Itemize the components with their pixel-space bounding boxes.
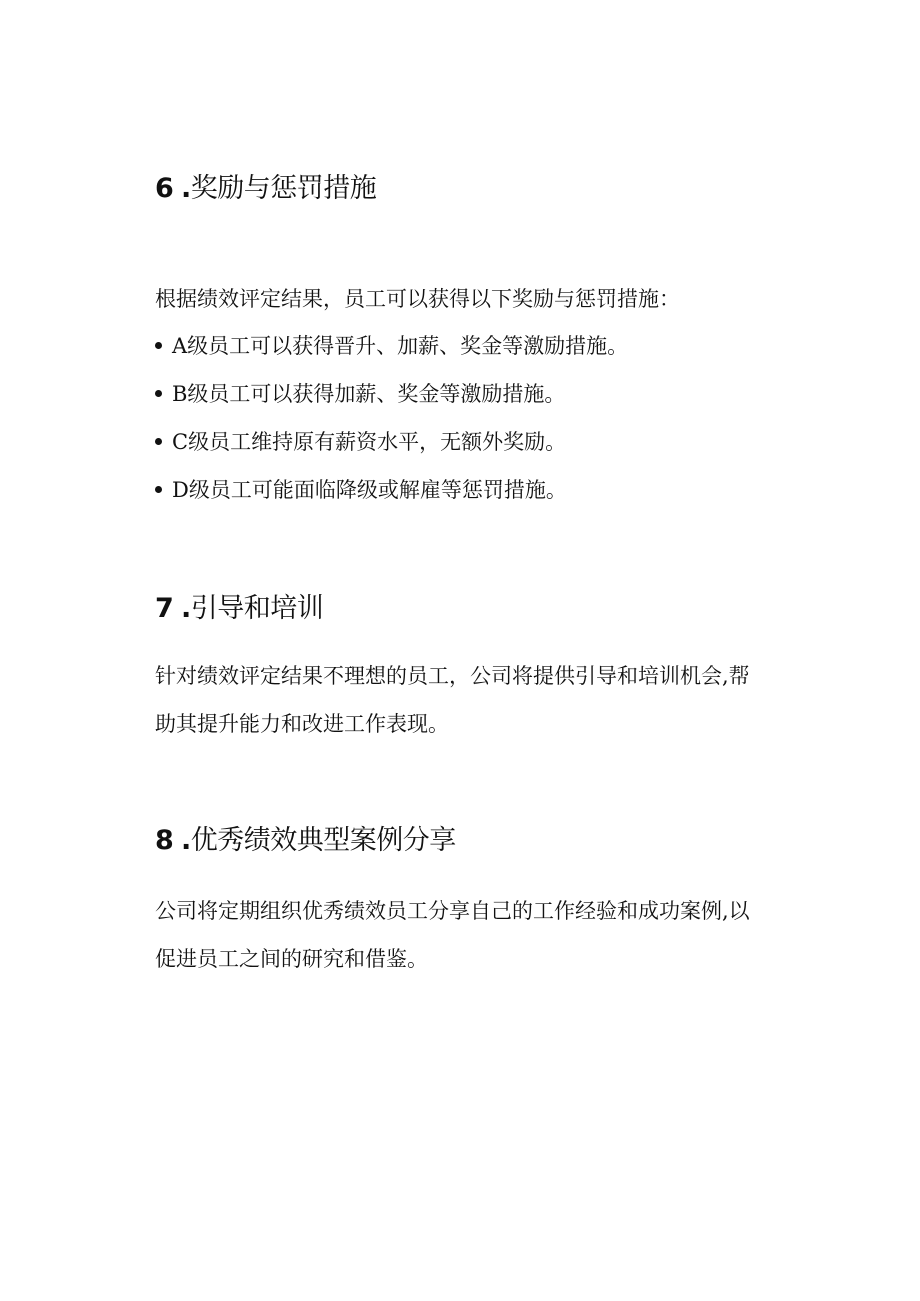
- paragraph-text: 促进员工之间的研究和借鉴。: [155, 947, 428, 971]
- list-item: [155, 474, 567, 506]
- paragraph-text: 公司将定期组织优秀绩效员工分享自己的工作经验和成功案例,以: [155, 899, 750, 923]
- list-item: [155, 426, 566, 458]
- section-8-line-2: [155, 935, 815, 983]
- section-7-heading: [155, 586, 323, 625]
- section-dot: .: [181, 593, 191, 624]
- section-8-heading: [155, 818, 456, 857]
- bullet-icon: [155, 342, 162, 349]
- section-title: 引导和培训: [190, 593, 324, 624]
- section-8-line-1: [155, 887, 815, 935]
- section-title: 奖励与惩罚措施: [190, 173, 377, 204]
- section-title: 优秀绩效典型案例分享: [190, 825, 456, 856]
- list-item-text: A级员工可以获得晋升、加薪、奖金等激励措施。: [172, 334, 629, 358]
- section-6-intro: 根据绩效评定结果，员工可以获得以下奖励与惩罚措施：: [155, 287, 680, 311]
- list-item-text: B级员工可以获得加薪、奖金等激励措施。: [172, 382, 566, 406]
- section-number: 6: [155, 173, 174, 204]
- section-dot: .: [181, 173, 191, 204]
- section-dot: .: [181, 825, 191, 856]
- list-item: [155, 330, 628, 362]
- list-item-text: D级员工可能面临降级或解雇等惩罚措施。: [172, 478, 567, 502]
- section-number: 8: [155, 825, 174, 856]
- section-7-line-2: [155, 700, 815, 748]
- list-item: [155, 378, 565, 410]
- bullet-icon: [155, 438, 162, 445]
- bullet-icon: [155, 486, 162, 493]
- paragraph-text: 助其提升能力和改进工作表现。: [155, 712, 449, 736]
- bullet-icon: [155, 390, 162, 397]
- section-6-heading: [155, 166, 376, 205]
- paragraph-text: 针对绩效评定结果不理想的员工，公司将提供引导和培训机会,帮: [155, 664, 750, 688]
- section-number: 7: [155, 593, 174, 624]
- section-7-line-1: [155, 652, 815, 700]
- list-item-text: C级员工维持原有薪资水平，无额外奖励。: [172, 430, 567, 454]
